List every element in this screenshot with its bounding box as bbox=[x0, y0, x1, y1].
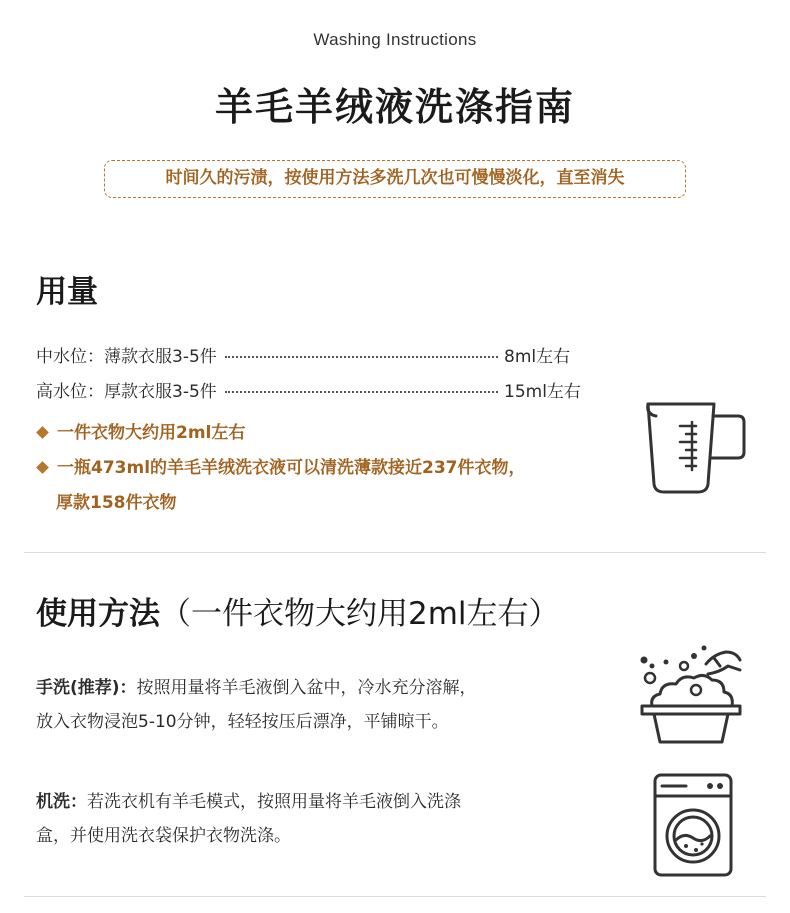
measuring-cup-icon bbox=[640, 398, 750, 498]
dose-row-medium bbox=[36, 342, 596, 367]
machine-wash-instructions bbox=[36, 785, 596, 853]
diamond-bullet-icon bbox=[36, 426, 49, 439]
diamond-bullet-icon bbox=[36, 461, 49, 474]
bullet-text: 一瓶473ml的羊毛羊绒洗衣液可以清洗薄款接近237件衣物， bbox=[57, 458, 526, 478]
usage-title bbox=[36, 588, 560, 633]
dotted-leader bbox=[225, 356, 498, 358]
bullet-text-cont: 厚款158件衣物 bbox=[56, 493, 177, 513]
bullet-item bbox=[36, 416, 245, 451]
dotted-leader bbox=[225, 391, 498, 393]
dose-label: 中水位：薄款衣服3-5件 bbox=[36, 347, 217, 367]
dose-value: 8ml左右 bbox=[504, 347, 571, 367]
bullet-item bbox=[36, 451, 526, 521]
section-divider bbox=[24, 552, 766, 553]
subtitle-en: Washing Instructions bbox=[313, 30, 477, 49]
hand-wash-label: 手洗(推荐)： bbox=[36, 678, 137, 698]
machine-wash-label: 机洗： bbox=[36, 792, 87, 812]
tip-note: 时间久的污渍，按使用方法多洗几次也可慢慢淡化，直至消失 bbox=[104, 160, 686, 198]
page-title: 羊毛羊绒液洗涤指南 bbox=[214, 85, 575, 129]
dose-value: 15ml左右 bbox=[504, 382, 581, 402]
washing-machine-icon bbox=[652, 772, 734, 878]
machine-wash-text: 若洗衣机有羊毛模式，按照用量将羊毛液倒入洗涤 bbox=[87, 792, 461, 812]
dose-label: 高水位：厚款衣服3-5件 bbox=[36, 382, 217, 402]
hand-wash-text: 按照用量将羊毛液倒入盆中，冷水充分溶解， bbox=[136, 678, 477, 698]
usage-title-main: 使用方法 bbox=[36, 596, 160, 632]
section-divider bbox=[24, 896, 766, 897]
dosage-title: 用量 bbox=[36, 274, 98, 310]
dose-row-high bbox=[36, 377, 596, 402]
hand-wash-instructions bbox=[36, 671, 596, 739]
usage-title-paren: （一件衣物大约用2ml左右） bbox=[160, 596, 560, 632]
bullet-text: 一件衣物大约用2ml左右 bbox=[57, 423, 246, 443]
machine-wash-text-cont: 盒，并使用洗衣袋保护衣物洗涤。 bbox=[36, 826, 291, 846]
hand-wash-basin-icon bbox=[636, 644, 746, 748]
hand-wash-text-cont: 放入衣物浸泡5-10分钟，轻轻按压后漂净，平铺晾干。 bbox=[36, 712, 449, 732]
